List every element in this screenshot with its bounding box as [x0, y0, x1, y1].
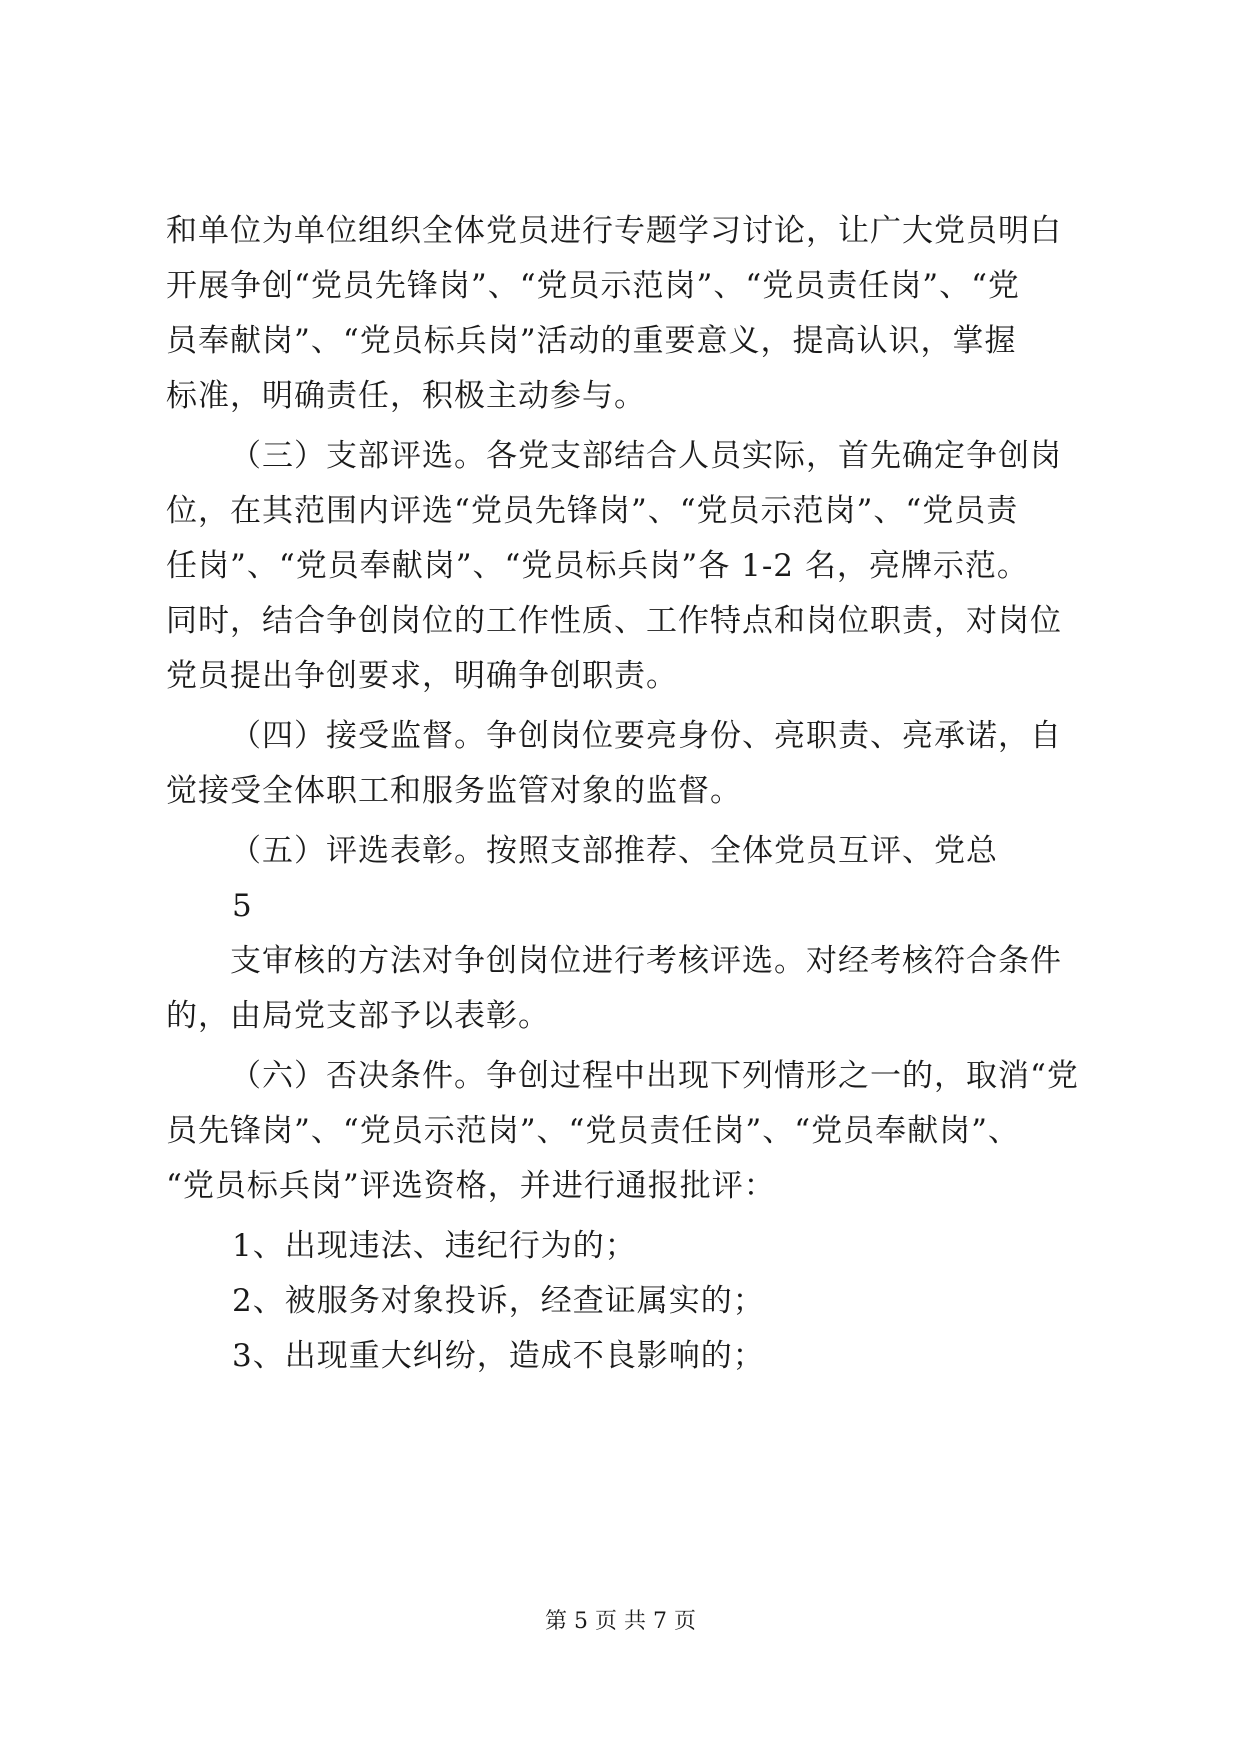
section-heading-line: （四）接受监督。争创岗位要亮身份、亮职责、亮承诺，自: [230, 718, 1062, 754]
page-footer: 第 5 页 共 7 页: [545, 1609, 696, 1634]
paragraph-line: 开展争创“党员先锋岗”、“党员示范岗”、“党员责任岗”、“党: [166, 268, 1020, 304]
paragraph-line: 党员提出争创要求，明确争创职责。: [166, 658, 678, 694]
paragraph-line: 和单位为单位组织全体党员进行专题学习讨论，让广大党员明白: [166, 213, 1062, 249]
page-number-inline: 5: [232, 888, 253, 924]
paragraph-line: “党员标兵岗”评选资格，并进行通报批评：: [166, 1168, 776, 1204]
list-item: 3、出现重大纠纷，造成不良影响的；: [232, 1338, 765, 1374]
section-heading-line: （五）评选表彰。按照支部推荐、全体党员互评、党总: [230, 833, 998, 869]
paragraph-line: 觉接受全体职工和服务监管对象的监督。: [166, 773, 742, 809]
paragraph-line: 标准，明确责任，积极主动参与。: [166, 378, 646, 414]
paragraph-line: 同时，结合争创岗位的工作性质、工作特点和岗位职责，对岗位: [166, 603, 1062, 639]
paragraph-line: 任岗”、“党员奉献岗”、“党员标兵岗”各 1-2 名，亮牌示范。: [166, 548, 1029, 584]
paragraph-line: 位，在其范围内评选“党员先锋岗”、“党员示范岗”、“党员责: [166, 493, 1019, 529]
paragraph-line: 员先锋岗”、“党员示范岗”、“党员责任岗”、“党员奉献岗”、: [166, 1113, 1020, 1149]
list-item: 2、被服务对象投诉，经查证属实的；: [232, 1283, 765, 1319]
paragraph-line: 支审核的方法对争创岗位进行考核评选。对经考核符合条件: [230, 943, 1062, 979]
list-item: 1、出现违法、违纪行为的；: [232, 1228, 637, 1264]
paragraph-line: 员奉献岗”、“党员标兵岗”活动的重要意义，提高认识，掌握: [166, 323, 1017, 359]
section-heading-line: （六）否决条件。争创过程中出现下列情形之一的，取消“党: [230, 1058, 1079, 1094]
paragraph-line: 的，由局党支部予以表彰。: [166, 998, 550, 1034]
section-heading-line: （三）支部评选。各党支部结合人员实际，首先确定争创岗: [230, 438, 1062, 474]
